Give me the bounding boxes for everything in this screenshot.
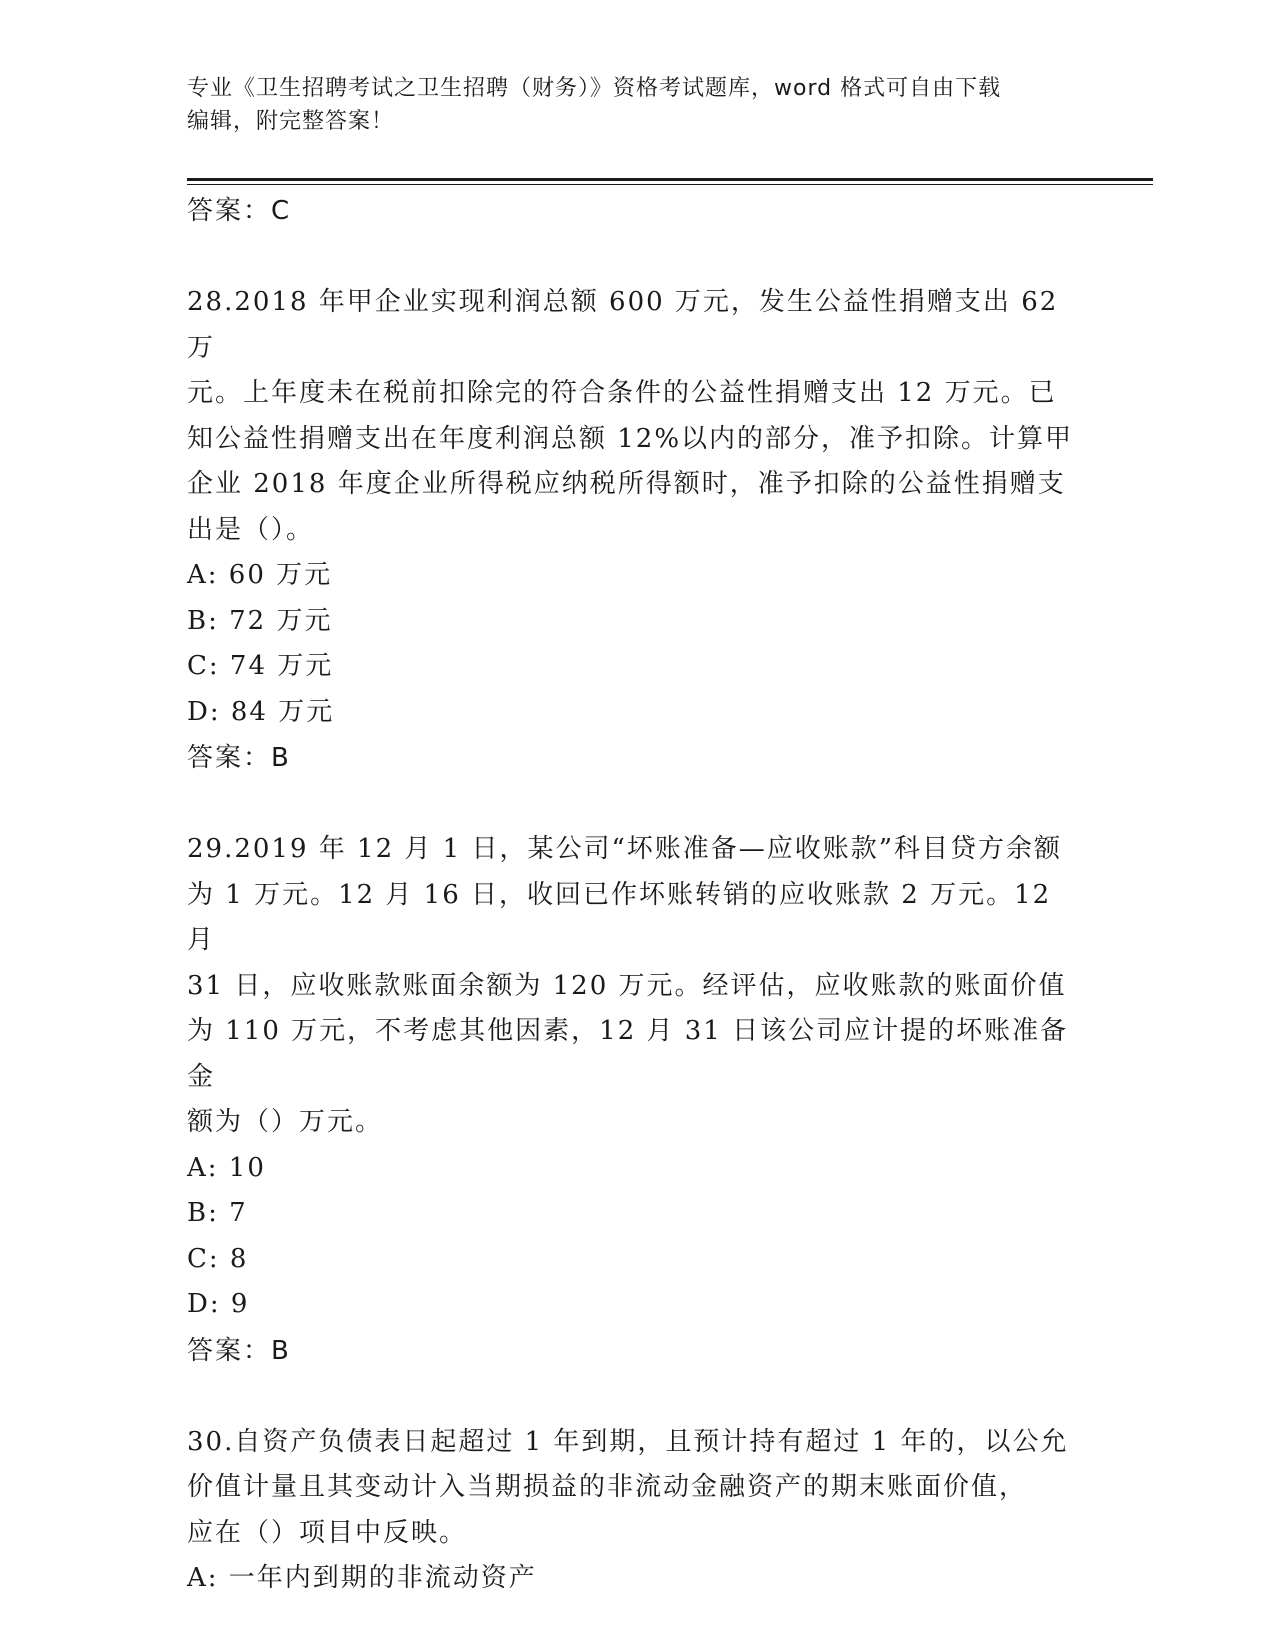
question-line: 31 日，应收账款账面余额为 120 万元。经评估，应收账款的账面价值 xyxy=(187,970,1067,1001)
question-line: 出是（）。 xyxy=(187,514,315,545)
question-line: 29.2019 年 12 月 1 日，某公司“坏账准备—应收账款”科目贷方余额 xyxy=(187,834,1063,864)
question-line: 为 110 万元，不考虑其他因素，12 月 31 日该公司应计提的坏账准备金 xyxy=(187,1016,1069,1092)
question-line: 企业 2018 年度企业所得税应纳税所得额时，准予扣除的公益性捐赠支 xyxy=(187,469,1066,499)
question-line: 30.自资产负债表日起超过 1 年到期，且预计持有超过 1 年的，以公允 xyxy=(187,1426,1069,1457)
option-a: A: 10 xyxy=(187,1152,266,1183)
option-d: D: 9 xyxy=(187,1289,250,1319)
answer-line: 答案：C xyxy=(187,196,292,226)
question-30 xyxy=(187,1420,1087,1602)
question-line: 应在（）项目中反映。 xyxy=(187,1517,468,1548)
option-d: D: 84 万元 xyxy=(187,696,335,727)
question-line: 额为（）万元。 xyxy=(187,1107,384,1137)
question-line: 元。上年度未在税前扣除完的符合条件的公益性捐赠支出 12 万元。已 xyxy=(187,378,1057,408)
question-text xyxy=(187,280,1087,553)
question-28 xyxy=(187,280,1087,781)
question-text xyxy=(187,827,1087,1146)
header-line-1: 专业《卫生招聘考试之卫生招聘（财务）》资格考试题库，word 格式可自由下载 xyxy=(187,76,1002,101)
option-a: A: 一年内到期的非流动资产 xyxy=(187,1563,537,1593)
question-29 xyxy=(187,827,1087,1374)
question-line: 知公益性捐赠支出在年度利润总额 12%以内的部分，准予扣除。计算甲 xyxy=(187,423,1074,454)
option-a: A: 60 万元 xyxy=(187,560,333,590)
answer-line: 答案：B xyxy=(187,1335,291,1366)
option-b: B: 72 万元 xyxy=(187,605,333,636)
header-rule-thin xyxy=(187,184,1153,185)
question-text xyxy=(187,1420,1087,1557)
header-line-2: 编辑，附完整答案！ xyxy=(187,109,395,134)
header-rule-thick xyxy=(187,178,1153,181)
document-body xyxy=(187,188,1087,1602)
question-line: 价值计量且其变动计入当期损益的非流动金融资产的期末账面价值， xyxy=(187,1472,1028,1502)
option-c: C: 74 万元 xyxy=(187,651,334,681)
option-c: C: 8 xyxy=(187,1243,249,1274)
option-b: B: 7 xyxy=(187,1198,248,1228)
question-line: 28.2018 年甲企业实现利润总额 600 万元，发生公益性捐赠支出 62 万 xyxy=(187,287,1059,363)
question-line: 为 1 万元。12 月 16 日，收回已作坏账转销的应收账款 2 万元。12 月 xyxy=(187,879,1052,955)
answer-line: 答案：B xyxy=(187,743,291,773)
document-header xyxy=(187,72,1087,138)
